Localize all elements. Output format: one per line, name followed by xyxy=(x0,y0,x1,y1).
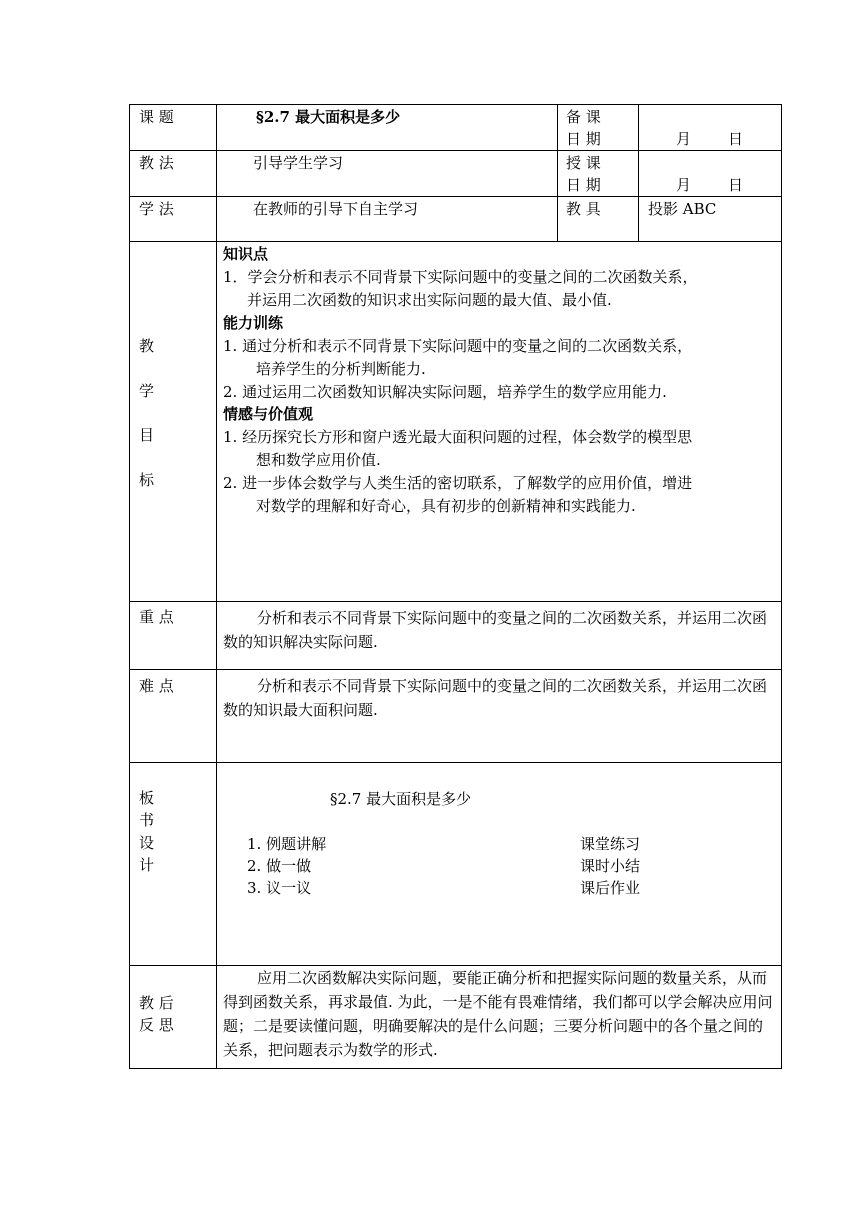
topic-value: §2.7 最大面积是多少 xyxy=(256,108,401,126)
objectives-side-label-3: 目 xyxy=(139,426,155,444)
board-left-item-1: 1. 例题讲解 xyxy=(247,835,327,853)
board-title: §2.7 最大面积是多少 xyxy=(330,790,472,808)
teach-date-label-1: 授 课 xyxy=(566,154,601,172)
emotion-item-2a: 2. 进一步体会数学与人类生活的密切联系，了解数学的应用价值，增进 xyxy=(223,474,693,492)
reflection-text: 应用二次函数解决实际问题，要能正确分析和把握实际问题的数量关系，从而得到函数关系，再求最值. 为此，一是不能有畏难情绪，我们都可以学会解决应用问题；二是要读懂问题，明确要解决的是什么问题；三要分析问题中的各个量之间的关系，把问题表示为数学的形式. xyxy=(223,969,773,1059)
key-point-label: 重 点 xyxy=(139,608,174,626)
knowledge-heading: 知识点 xyxy=(223,245,269,263)
tools-label: 教 具 xyxy=(566,200,601,218)
teach-date-day: 日 xyxy=(728,176,744,194)
emotion-item-1b: 想和数学应用价值. xyxy=(256,451,381,469)
reflection-label-2: 反 思 xyxy=(139,1016,174,1034)
tools-value: 投影 ABC xyxy=(648,200,717,218)
board-left-item-3: 3. 议一议 xyxy=(247,879,312,897)
study-label: 学 法 xyxy=(139,200,174,218)
ability-item-1b: 培养学生的分析判断能力. xyxy=(256,360,426,378)
board-right-item-1: 课堂练习 xyxy=(580,835,641,853)
ability-item-2: 2. 通过运用二次函数知识解决实际问题，培养学生的数学应用能力. xyxy=(223,383,667,401)
board-left-item-2: 2. 做一做 xyxy=(247,857,312,875)
board-side-label-3: 设 xyxy=(139,834,155,852)
study-value: 在教师的引导下自主学习 xyxy=(253,200,419,218)
prep-date-label-2: 日 期 xyxy=(566,130,601,148)
knowledge-item-1b: 并运用二次函数的知识求出实际问题的最大值、最小值. xyxy=(247,291,612,309)
emotion-item-1a: 1. 经历探究长方形和窗户透光最大面积问题的过程，体会数学的模型思 xyxy=(223,428,693,446)
method-label: 教 法 xyxy=(139,154,174,172)
difficulty-text: 分析和表示不同背景下实际问题中的变量之间的二次函数关系，并运用二次函数的知识最大面积问题. xyxy=(223,677,768,719)
prep-date-label-1: 备 课 xyxy=(566,108,601,126)
topic-label: 课 题 xyxy=(139,108,174,126)
teach-date-month: 月 xyxy=(676,176,692,194)
prep-date-day: 日 xyxy=(728,130,744,148)
key-point-text: 分析和表示不同背景下实际问题中的变量之间的二次函数关系，并运用二次函数的知识解决实际问题. xyxy=(223,609,768,651)
objectives-side-label-2: 学 xyxy=(139,382,155,400)
board-side-label-1: 板 xyxy=(139,789,155,807)
board-side-label-4: 计 xyxy=(139,856,155,874)
method-value: 引导学生学习 xyxy=(253,154,344,172)
board-right-item-2: 课时小结 xyxy=(580,857,641,875)
reflection-label-1: 教 后 xyxy=(139,994,174,1012)
board-side-label-2: 书 xyxy=(139,811,155,829)
ability-item-1a: 1. 通过分析和表示不同背景下实际问题中的变量之间的二次函数关系， xyxy=(223,337,693,355)
objectives-side-label-4: 标 xyxy=(139,471,155,489)
prep-date-month: 月 xyxy=(676,130,692,148)
teach-date-label-2: 日 期 xyxy=(566,176,601,194)
ability-heading: 能力训练 xyxy=(223,314,284,332)
knowledge-item-1a: 1．学会分析和表示不同背景下实际问题中的变量之间的二次函数关系， xyxy=(223,268,698,286)
objectives-side-label-1: 教 xyxy=(139,337,155,355)
board-right-item-3: 课后作业 xyxy=(580,879,641,897)
emotion-heading: 情感与价值观 xyxy=(223,405,314,423)
emotion-item-2b: 对数学的理解和好奇心，具有初步的创新精神和实践能力. xyxy=(256,497,636,515)
difficulty-label: 难 点 xyxy=(139,677,174,695)
